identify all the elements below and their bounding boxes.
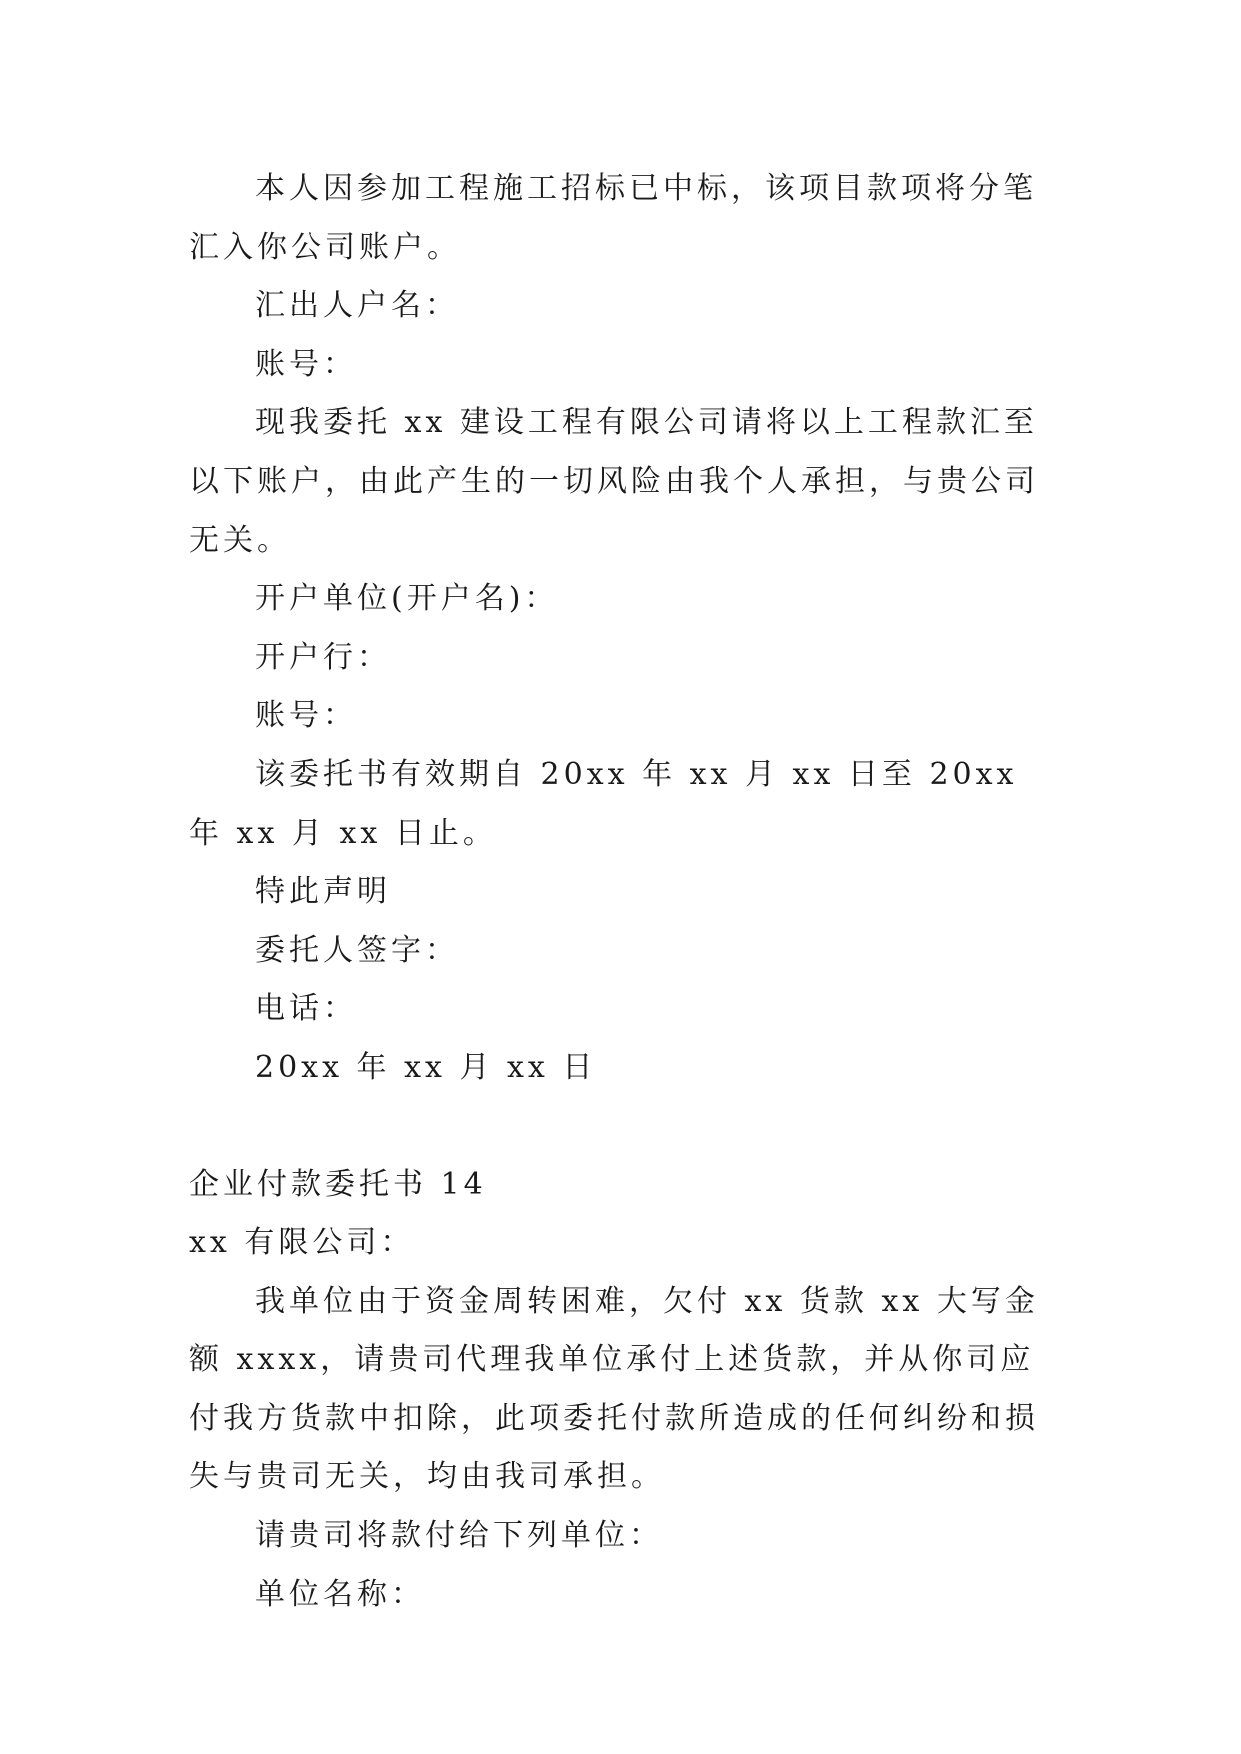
declaration-line: 特此声明 bbox=[255, 874, 391, 910]
remitter-account-line: 账号： bbox=[255, 346, 357, 382]
signature-line: 委托人签字： bbox=[255, 932, 459, 968]
addressee-line: xx 有限公司： bbox=[189, 1225, 415, 1261]
account-holder-line: 开户单位(开户名)： bbox=[255, 581, 559, 617]
document-body bbox=[189, 160, 1055, 1624]
date-line: 20xx 年 xx 月 xx 日 bbox=[255, 1049, 597, 1085]
payee-name-line: 单位名称： bbox=[255, 1576, 425, 1612]
validity-paragraph: 该委托书有效期自 20xx 年 xx 月 xx 日至 20xx 年 xx 月 xx 日止。 bbox=[189, 756, 1031, 851]
bank-line: 开户行： bbox=[255, 639, 391, 675]
account-number-line: 账号： bbox=[255, 698, 357, 734]
paragraph-payment-request: 我单位由于资金周转困难，欠付 xx 货款 xx 大写金额 xxxx，请贵司代理我单位承付上述货款，并从你司应付我方货款中扣除，此项委托付款所造成的任何纠纷和损失与贵司无关，均由我司承担。 bbox=[189, 1283, 1039, 1495]
paragraph-entrust: 现我委托 xx 建设工程有限公司请将以上工程款汇至以下账户，由此产生的一切风险由我个人承担，与贵公司无关。 bbox=[189, 405, 1039, 558]
paragraph-bid-notice: 本人因参加工程施工招标已中标，该项目款项将分笔汇入你公司账户。 bbox=[189, 171, 1037, 265]
remitter-name-line: 汇出人户名： bbox=[255, 288, 459, 324]
payee-intro-line: 请贵司将款付给下列单位： bbox=[255, 1518, 663, 1554]
phone-line: 电话： bbox=[255, 991, 357, 1027]
section-gap bbox=[189, 1098, 1055, 1156]
section-title: 企业付款委托书 14 bbox=[189, 1166, 487, 1202]
